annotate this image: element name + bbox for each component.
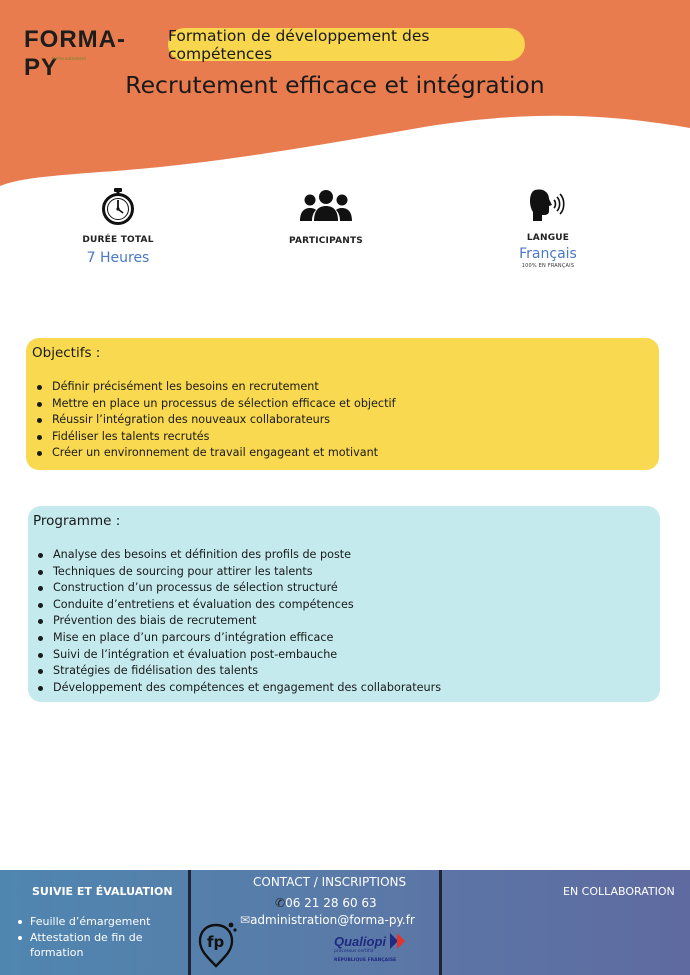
group-icon xyxy=(226,185,426,227)
programme-box xyxy=(28,506,660,702)
email-address: administration@forma-py.fr xyxy=(250,913,415,927)
list-item: Suivi de l’intégration et évaluation post-embauche xyxy=(33,647,441,664)
list-item: Construction d’un processus de sélection structuré xyxy=(33,580,441,597)
list-item: Analyse des besoins et définition des profils de poste xyxy=(33,547,441,564)
training-type-pill: Formation de développement des compétences xyxy=(168,28,525,61)
contact-title: CONTACT / INSCRIPTIONS xyxy=(253,875,407,889)
list-item: Attestation de fin de formation xyxy=(14,930,174,961)
collab-title: EN COLLABORATION xyxy=(563,885,675,898)
participants-label: PARTICIPANTS xyxy=(289,236,363,246)
duration-label: DURÉE TOTAL xyxy=(82,235,154,245)
qualiopi-logo xyxy=(334,933,414,967)
speaking-head-icon xyxy=(448,185,648,227)
qualiopi-sub: processus certifié xyxy=(334,949,374,954)
suivi-list xyxy=(14,914,174,961)
fp-logo-text: fp xyxy=(207,933,225,951)
footer-divider xyxy=(188,870,191,975)
list-item: Prévention des biais de recrutement xyxy=(33,613,441,630)
qualiopi-republic: RÉPUBLIQUE FRANÇAISE xyxy=(334,958,397,963)
page-title: Recrutement efficace et intégration xyxy=(125,71,545,99)
list-item: Créer un environnement de travail engageant et motivant xyxy=(32,445,396,462)
stopwatch-icon xyxy=(18,185,218,227)
fp-logo xyxy=(196,920,240,972)
objectifs-title: Objectifs : xyxy=(32,345,101,361)
programme-title: Programme : xyxy=(33,513,121,529)
list-item: Techniques de sourcing pour attirer les talents xyxy=(33,564,441,581)
logo-tagline: forme autrement xyxy=(52,56,87,61)
list-item: Développement des compétences et engagement des collaborateurs xyxy=(33,680,441,697)
duration-info xyxy=(18,185,218,266)
suivi-title: SUIVIE ET ÉVALUATION xyxy=(32,885,173,898)
phone-line[interactable] xyxy=(275,896,377,910)
footer-divider xyxy=(439,870,442,975)
participants-info xyxy=(226,185,426,246)
list-item: Stratégies de fidélisation des talents xyxy=(33,663,441,680)
mail-icon: ✉ xyxy=(240,913,251,927)
language-note: 100% EN FRANÇAIS xyxy=(521,263,575,269)
list-item: Réussir l’intégration des nouveaux collaborateurs xyxy=(32,412,396,429)
language-value: Français xyxy=(519,246,577,262)
list-item: Fidéliser les talents recrutés xyxy=(32,429,396,446)
language-info xyxy=(448,185,648,269)
list-item: Feuille d’émargement xyxy=(14,914,174,930)
qualiopi-arrows-icon xyxy=(390,933,410,949)
email-line[interactable] xyxy=(240,913,415,927)
list-item: Conduite d’entretiens et évaluation des compétences xyxy=(33,597,441,614)
list-item: Mettre en place un processus de sélection efficace et objectif xyxy=(32,396,396,413)
forma-py-logo[interactable] xyxy=(24,26,146,81)
programme-list xyxy=(33,547,441,696)
phone-number: 06 21 28 60 63 xyxy=(285,896,377,910)
logo-text: FORMA-PY xyxy=(24,26,126,81)
objectifs-box xyxy=(26,338,659,470)
qualiopi-name: Qualiopi xyxy=(334,934,386,949)
footer xyxy=(0,870,690,975)
list-item: Mise en place d’un parcours d’intégration efficace xyxy=(33,630,441,647)
objectifs-list xyxy=(32,379,396,462)
duration-value: 7 Heures xyxy=(86,250,150,266)
phone-icon: ✆ xyxy=(275,896,286,910)
language-label: LANGUE xyxy=(526,233,570,243)
list-item: Définir précisément les besoins en recrutement xyxy=(32,379,396,396)
